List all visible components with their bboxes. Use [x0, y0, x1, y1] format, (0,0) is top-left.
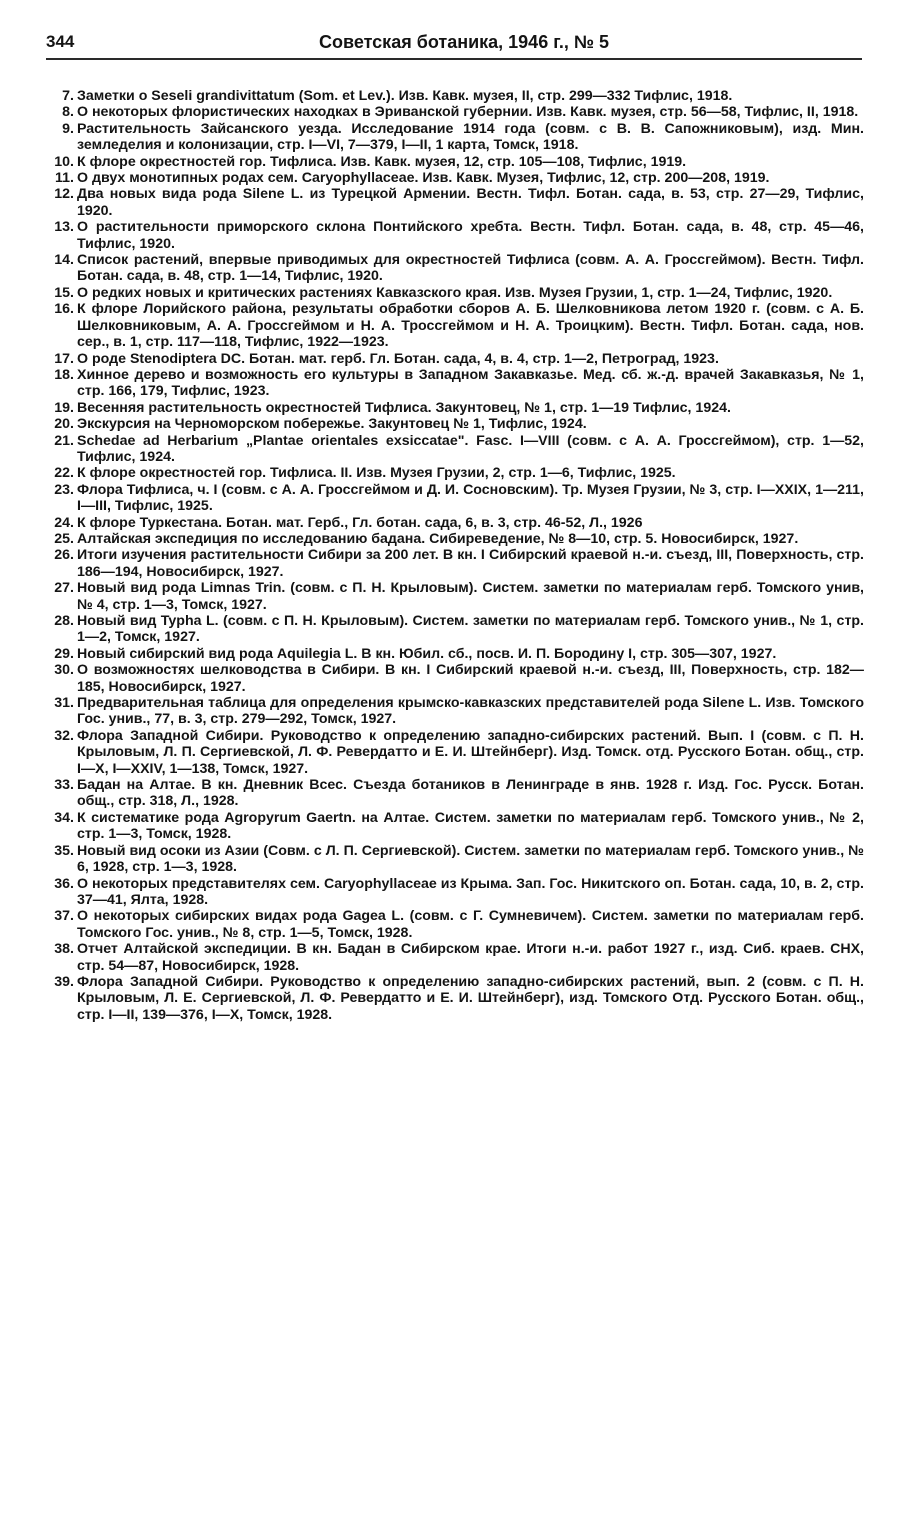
reference-text: О роде Stenodiptera DC. Ботан. мат. герб. Гл. Ботан. сада, 4, в. 4, стр. 1—2, Петроград, 1923. — [77, 350, 719, 367]
reference-number: 27. — [54, 580, 74, 597]
reference-item — [40, 908, 864, 941]
reference-item — [40, 121, 864, 154]
reference-number: 13. — [54, 219, 74, 236]
reference-text: Итоги изучения растительности Сибири за 200 лет. В кн. I Сибирский краевой н.-и. съезд, III, Поверхность, стр. 186—194, Новосибирск, 1927. — [77, 547, 864, 580]
reference-text: Новый вид Typha L. (совм. с П. Н. Крыловым). Систем. заметки по материалам герб. Томского унив., № 1, стр. 1—2, Томск, 1927. — [77, 613, 864, 646]
reference-number: 14. — [54, 252, 74, 269]
reference-text: О двух монотипных родах сем. Caryophyllaceae. Изв. Кавк. Музея, Тифлис, 12, стр. 200—208, 1919. — [77, 170, 770, 187]
reference-text: Предварительная таблица для определения крымско-кавказских представителей рода Silene L. Изв. Томского Гос. унив., 77, в. 3, стр. 279—292, Томск, 1927. — [77, 695, 864, 728]
reference-text: Экскурсия на Черноморском побережье. Закунтовец № 1, Тифлис, 1924. — [77, 416, 587, 433]
reference-number: 12. — [54, 186, 74, 203]
reference-item — [40, 154, 864, 170]
reference-item — [40, 252, 864, 285]
reference-item — [40, 219, 864, 252]
reference-number: 10. — [54, 153, 74, 170]
reference-text: Два новых вида рода Silene L. из Турецкой Армении. Вестн. Тифл. Ботан. сада, в. 53, стр. 27—29, Тифлис, 1920. — [77, 186, 864, 219]
reference-text: О некоторых сибирских видах рода Gagea L. (совм. с Г. Сумневичем). Систем. заметки по материалам герб. Томского Гос. унив., № 8, стр. 1—5, Томск, 1928. — [77, 908, 864, 941]
page-number: 344 — [46, 32, 75, 51]
reference-item — [40, 777, 864, 810]
reference-item — [40, 170, 864, 186]
reference-number: 33. — [54, 777, 74, 794]
reference-number: 9. — [62, 120, 74, 137]
journal-title: Советская ботаника, 1946 г., № 5 — [319, 32, 609, 52]
reference-number: 38. — [54, 941, 74, 958]
reference-item — [40, 728, 864, 777]
reference-number: 39. — [54, 973, 74, 990]
reference-item — [40, 400, 864, 416]
reference-text: Заметки о Seseli grandivittatum (Som. et Lev.). Изв. Кавк. музея, II, стр. 299—332 Тифлис, 1918. — [77, 88, 733, 104]
reference-text: Новый вид рода Limnas Trin. (совм. с П. Н. Крыловым). Систем. заметки по материалам герб. Томского унив, № 4, стр. 1—3, Томск, 1927. — [77, 580, 864, 613]
reference-text: О возможностях шелководства в Сибири. В кн. I Сибирский краевой н.-и. съезд, III, Поверхность, стр. 182—185, Новосибирск, 1927. — [77, 662, 864, 695]
reference-text: Флора Западной Сибири. Руководство к определению западно-сибирских растений. Вып. I (совм. с П. Н. Крыловым, Л. П. Сергиевской, Л. Ф. Ревердатто и Е. И. Штейнберг). Изд. Томск. отд. Русского Ботан. общ., стр. I—X, I—XXIV, 1—138, Томск, 1927. — [77, 727, 864, 777]
reference-number: 29. — [54, 645, 74, 662]
reference-number: 34. — [54, 809, 74, 826]
reference-item — [40, 646, 864, 662]
reference-item — [40, 301, 864, 350]
reference-number: 32. — [54, 727, 74, 744]
reference-text: К флоре окрестностей гор. Тифлиса. II. Изв. Музея Грузии, 2, стр. 1—6, Тифлис, 1925. — [77, 465, 676, 482]
reference-item — [40, 351, 864, 367]
reference-text: К систематике рода Agropyrum Gaertn. на Алтае. Систем. заметки по материалам герб. Томского унив., № 2, стр. 1—3, Томск, 1928. — [77, 809, 864, 843]
reference-item — [40, 810, 864, 843]
reference-list — [40, 88, 864, 1023]
reference-item — [40, 547, 864, 580]
reference-text: Бадан на Алтае. В кн. Дневник Всес. Съезда ботаников в Ленинграде в янв. 1928 г. Изд. Гос. Русск. Ботан. общ., стр. 318, Л., 1928. — [77, 777, 864, 810]
reference-text: Отчет Алтайской экспедиции. В кн. Бадан в Сибирском крае. Итоги н.-и. работ 1927 г., изд. Сиб. краев. СНХ, стр. 54—87, Новосибирск, 1928. — [77, 941, 864, 974]
reference-item — [40, 482, 864, 515]
reference-text: О некоторых флористических находках в Эриванской губернии. Изв. Кавк. музея, стр. 56—58, Тифлис, II, 1918. — [77, 104, 859, 121]
reference-text: Флора Западной Сибири. Руководство к определению западно-сибирских растений, вып. 2 (совм. с П. Н. Крыловым, Л. Е. Сергиевской, Л. Ф. Ревердатто и Е. И. Штейнберг), изд. Томского Отд. Русского Ботан. общ., стр. I—II, 139—376, I—X, Томск, 1928. — [77, 973, 864, 1023]
reference-text: Флора Тифлиса, ч. I (совм. с А. А. Гроссгеймом и Д. И. Сосновским). Тр. Музея Грузии, № 3, стр. I—XXIX, 1—211, I—III, Тифлис, 1925. — [77, 481, 864, 515]
reference-number: 35. — [54, 842, 74, 859]
reference-text: Весенняя растительность окрестностей Тифлиса. Закунтовец, № 1, стр. 1—19 Тифлис, 1924. — [77, 399, 731, 416]
reference-item — [40, 974, 864, 1023]
reference-number: 22. — [54, 465, 74, 482]
reference-text: Алтайская экспедиция по исследованию бадана. Сибиреведение, № 8—10, стр. 5. Новосибирск, 1927. — [77, 530, 799, 547]
reference-text: К флоре окрестностей гор. Тифлиса. Изв. Кавк. музея, 12, стр. 105—108, Тифлис, 1919. — [77, 153, 687, 170]
reference-item — [40, 186, 864, 219]
reference-text: Новый сибирский вид рода Aquilegia L. В кн. Юбил. сб., посв. И. П. Бородину I, стр. 305—307, 1927. — [77, 645, 777, 662]
reference-number: 37. — [54, 908, 74, 925]
reference-text: О растительности приморского склона Понтийского хребта. Вестн. Тифл. Ботан. сада, в. 48, стр. 45—46, Тифлис, 1920. — [77, 219, 864, 252]
reference-text: Новый вид осоки из Азии (Совм. с Л. П. Сергиевской). Систем. заметки по материалам герб. Томского унив., № 6, 1928, стр. 1—3, 1928. — [77, 842, 864, 876]
reference-item — [40, 876, 864, 909]
reference-text: К флоре Лорийского района, результаты обработки сборов А. Б. Шелковникова летом 1920 г. (совм. с А. Б. Шелковниковым, А. А. Гроссгеймом и Н. А. Троссгеймом и Н. А. Троицким). Вестн. Тифл. Ботан. сада, нов. сер., в. 1, стр. 117—118, Тифлис, 1922—1923. — [77, 301, 864, 351]
reference-number: 25. — [54, 530, 74, 547]
reference-item — [40, 416, 864, 432]
reference-item — [40, 613, 864, 646]
reference-item — [40, 433, 864, 466]
reference-number: 30. — [54, 662, 74, 679]
reference-item — [40, 531, 864, 547]
reference-item — [40, 465, 864, 481]
reference-number: 18. — [54, 366, 74, 383]
reference-number: 28. — [54, 613, 74, 629]
reference-text: К флоре Туркестана. Ботан. мат. Герб., Гл. ботан. сада, 6, в. 3, стр. 46-52, Л., 1926 — [77, 514, 643, 531]
reference-item — [40, 104, 864, 120]
reference-number: 17. — [54, 350, 74, 367]
reference-number: 21. — [54, 432, 74, 449]
reference-number: 23. — [54, 481, 74, 498]
reference-item — [40, 88, 864, 104]
reference-item — [40, 515, 864, 531]
reference-item — [40, 662, 864, 695]
reference-item — [40, 285, 864, 301]
reference-number: 8. — [62, 104, 74, 121]
reference-item — [40, 367, 864, 400]
running-head — [46, 30, 862, 60]
reference-number: 16. — [54, 301, 74, 318]
reference-item — [40, 941, 864, 974]
reference-text: Хинное дерево и возможность его культуры в Западном Закавказье. Мед. сб. ж.-д. врачей Закавказья, № 1, стр. 166, 179, Тифлис, 1923. — [77, 366, 864, 400]
reference-number: 24. — [54, 514, 74, 531]
reference-number: 7. — [62, 88, 74, 104]
reference-number: 36. — [54, 875, 74, 892]
reference-item — [40, 843, 864, 876]
reference-number: 19. — [54, 399, 74, 416]
reference-item — [40, 695, 864, 728]
reference-text: Список растений, впервые приводимых для окрестностей Тифлиса (совм. А. А. Гроссгеймом). Вестн. Тифл. Ботан. сада, в. 48, стр. 1—14, Тифлис, 1920. — [77, 252, 864, 285]
reference-number: 20. — [54, 416, 74, 433]
reference-number: 15. — [54, 284, 74, 301]
reference-item — [40, 580, 864, 613]
reference-number: 11. — [55, 170, 74, 187]
reference-number: 26. — [54, 547, 74, 564]
reference-text: О некоторых представителях сем. Caryophyllaceae из Крыма. Зап. Гос. Никитского оп. Ботан. сада, 10, в. 2, стр. 37—41, Ялта, 1928. — [77, 875, 864, 908]
reference-text: Растительность Зайсанского уезда. Исследование 1914 года (совм. с В. В. Сапожниковым), изд. Мин. земледелия и колонизации, стр. I—VI, 7—379, I—II, 1 карта, Томск, 1918. — [77, 120, 864, 154]
reference-text: Schedae ad Herbarium „Plantae orientales exsiccatae". Fasc. I—VIII (совм. с А. А. Гроссгеймом), стр. 1—52, Тифлис, 1924. — [77, 432, 864, 465]
reference-number: 31. — [54, 695, 74, 712]
reference-text: О редких новых и критических растениях Кавказского края. Изв. Музея Грузии, 1, стр. 1—24, Тифлис, 1920. — [77, 284, 833, 301]
